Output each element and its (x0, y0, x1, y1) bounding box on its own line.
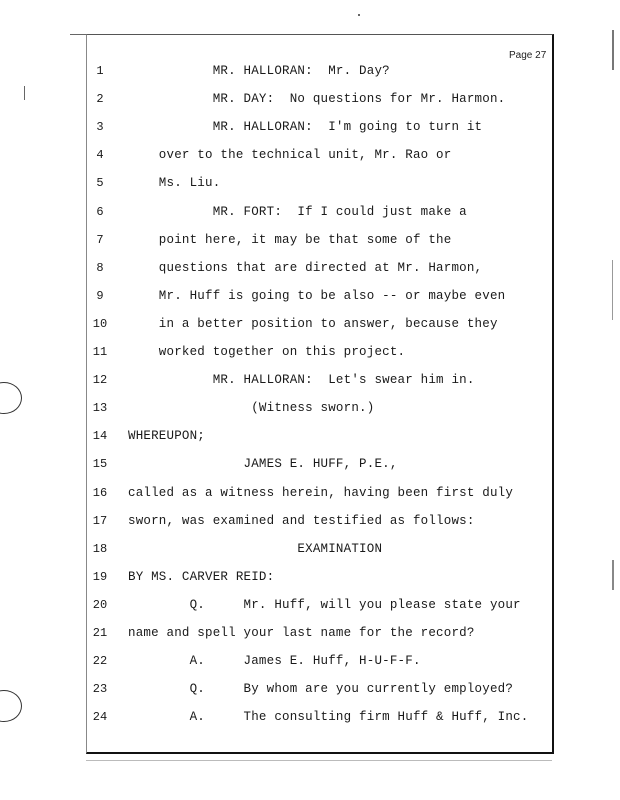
line-number: 8 (96, 260, 104, 275)
line-text: (Witness sworn.) (128, 401, 375, 416)
line-number: 21 (92, 626, 108, 640)
line-text: WHEREUPON; (128, 429, 206, 444)
line-text: A. James E. Huff, H-U-F-F. (128, 654, 421, 669)
line-text: Mr. Huff is going to be also -- or maybe even (128, 288, 506, 303)
line-text: point here, it may be that some of the (128, 232, 452, 247)
line-number: 13 (92, 401, 108, 416)
transcript-line (0, 89, 620, 109)
line-text: name and spell your last name for the record? (128, 626, 475, 640)
transcript-line (0, 314, 620, 334)
line-text: in a better position to answer, because they (128, 316, 498, 331)
line-text: worked together on this project. (128, 345, 406, 359)
transcript-line (0, 145, 620, 165)
line-text: called as a witness herein, having been first duly (128, 485, 514, 500)
line-number: 16 (92, 485, 108, 500)
line-number: 5 (96, 176, 104, 191)
transcript-line (0, 202, 620, 222)
line-text: BY MS. CARVER REID: (128, 569, 275, 584)
line-number: 22 (92, 654, 108, 669)
line-number: 12 (92, 373, 108, 388)
transcript-line (0, 483, 620, 503)
line-number: 15 (92, 457, 108, 472)
line-number: 11 (92, 345, 108, 359)
transcript-line (0, 342, 620, 362)
transcript-line (0, 595, 620, 615)
line-text: MR. FORT: If I could just make a (128, 204, 467, 219)
transcript-line (0, 370, 620, 390)
line-number: 19 (92, 569, 108, 584)
transcript-line (0, 230, 620, 250)
line-text: EXAMINATION (128, 541, 383, 556)
line-text: MR. HALLORAN: I'm going to turn it (128, 120, 483, 135)
line-number: 2 (96, 92, 104, 107)
line-text: Q. By whom are you currently employed? (128, 682, 514, 697)
transcript-line (0, 117, 620, 137)
line-number: 9 (96, 288, 104, 303)
line-number: 14 (92, 429, 108, 444)
transcript-line (0, 623, 620, 643)
transcript-line (0, 539, 620, 559)
line-text: MR. HALLORAN: Mr. Day? (128, 64, 390, 78)
line-text: sworn, was examined and testified as follows: (128, 513, 475, 528)
speck (70, 34, 86, 35)
line-number: 24 (92, 710, 108, 725)
page-frame (86, 34, 554, 754)
line-text: over to the technical unit, Mr. Rao or (128, 148, 452, 163)
line-text: JAMES E. HUFF, P.E., (128, 457, 398, 472)
transcript-line (0, 61, 620, 81)
bottom-noise (86, 760, 552, 761)
transcript-line (0, 567, 620, 587)
line-text: Ms. Liu. (128, 176, 221, 191)
transcript-line (0, 679, 620, 699)
transcript-line (0, 651, 620, 671)
transcript-line (0, 511, 620, 531)
transcript-line (0, 258, 620, 278)
line-number: 17 (92, 513, 108, 528)
line-text: A. The consulting firm Huff & Huff, Inc. (128, 710, 529, 725)
transcript-line (0, 173, 620, 193)
line-number: 3 (96, 120, 104, 135)
line-number: 20 (92, 597, 108, 612)
line-text: questions that are directed at Mr. Harmon, (128, 260, 483, 275)
transcript-line (0, 707, 620, 727)
line-number: 1 (96, 64, 104, 78)
line-number: 7 (96, 232, 104, 247)
transcript-line (0, 398, 620, 418)
speck (358, 14, 360, 16)
page-number: Page 27 (509, 50, 547, 61)
transcript-line (0, 454, 620, 474)
transcript-line (0, 426, 620, 446)
line-text: Q. Mr. Huff, will you please state your (128, 597, 521, 612)
line-text: MR. DAY: No questions for Mr. Harmon. (128, 92, 506, 107)
transcript-line (0, 286, 620, 306)
line-number: 18 (92, 541, 108, 556)
line-text: MR. HALLORAN: Let's swear him in. (128, 373, 475, 388)
line-number: 10 (92, 316, 108, 331)
line-number: 23 (92, 682, 108, 697)
line-number: 4 (96, 148, 104, 163)
line-number: 6 (96, 204, 104, 219)
